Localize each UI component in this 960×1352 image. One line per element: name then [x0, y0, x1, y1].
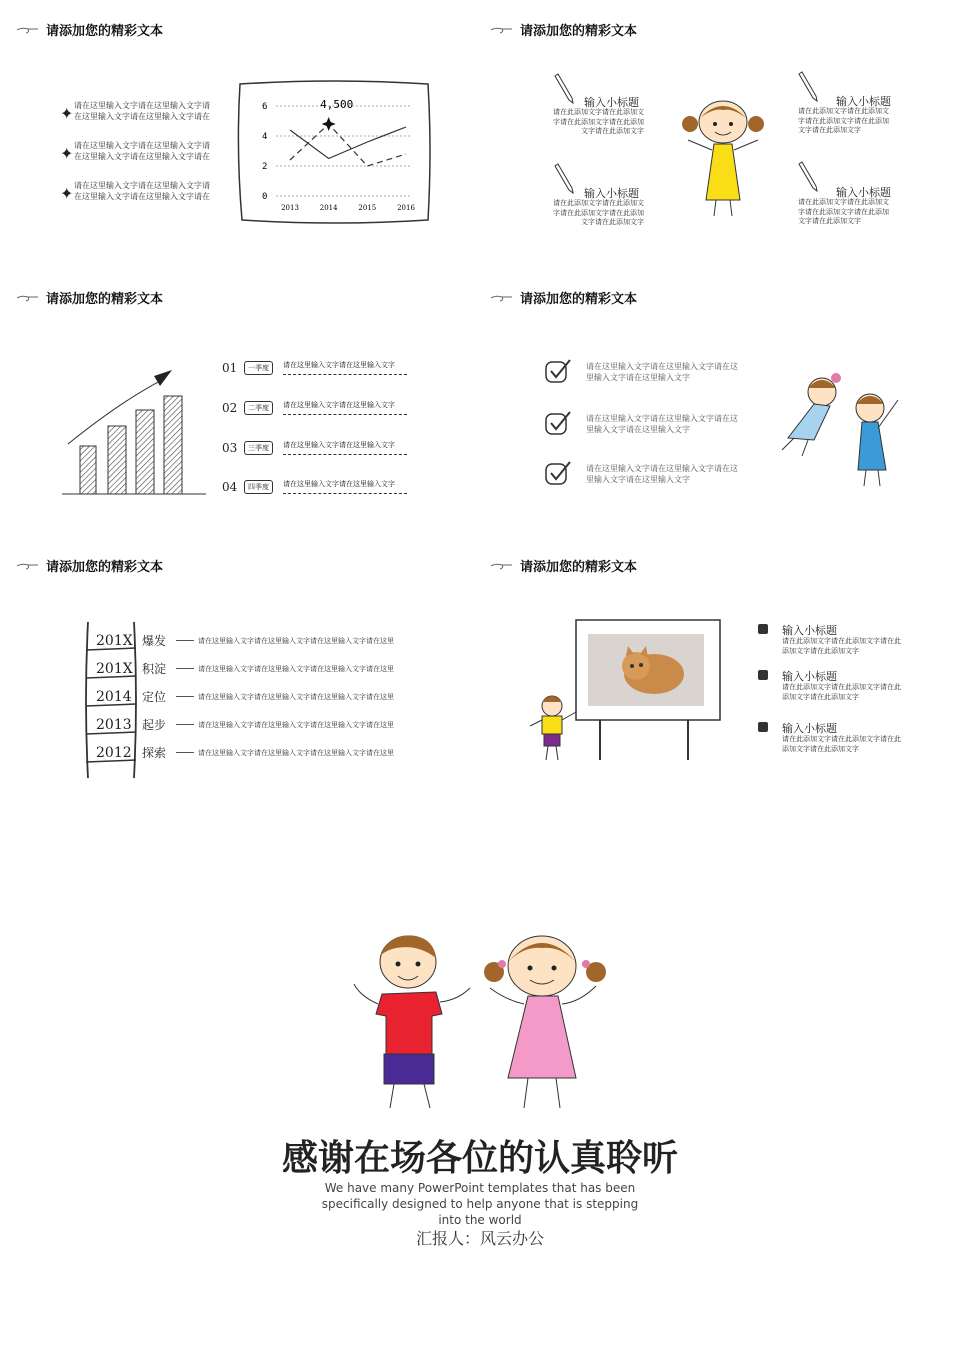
chart-x-tick-label: 2015: [358, 204, 377, 212]
chart-y-tick-label: 4: [262, 132, 268, 142]
timeline-label: 探索: [142, 746, 167, 760]
quarter-number: 04: [222, 479, 238, 494]
boy-and-girl-illustration: [346, 930, 616, 1114]
chart-y-tick-label: 0: [262, 192, 268, 202]
star-bullet-icon: ✦: [60, 104, 74, 123]
checklist-text: 请在这里输入文字请在这里输入文字请在这里输入文字请在这里输入文字: [586, 362, 738, 382]
checkmark-icon: [544, 410, 572, 438]
chart-x-tick-label: 2013: [281, 204, 299, 212]
slide4-header: [490, 288, 637, 307]
timeline-text: 请在这里输入文字请在这里输入文字请在这里输入文字请在这里: [198, 636, 394, 645]
slide2-item-title: 输入小标题: [584, 96, 639, 109]
billboard-with-kitten-illustration: [528, 616, 724, 764]
slide1-bullet: 请在这里输入文字请在这里输入文字请在这里输入文字请在这里输入文字请在: [74, 181, 210, 201]
pointing-hand-icon: [490, 561, 514, 571]
slide6-header: [490, 556, 637, 575]
star-bullet-icon: ✦: [60, 144, 74, 163]
slide2-header-text: 请添加您的精彩文本: [520, 24, 638, 39]
timeline-dash: [176, 668, 194, 669]
star-bullet-icon: ✦: [60, 184, 74, 203]
slide2-item-text: 请在此添加文字请在此添加文字请在此添加文字请在此添加文字请在此添加文字: [553, 199, 644, 226]
quarter-number: 03: [222, 440, 238, 455]
quarter-row: [222, 440, 407, 455]
reporter-line: 汇报人：风云办公: [415, 1229, 544, 1248]
quarter-text: 请在这里输入文字请在这里输入文字: [283, 440, 407, 455]
timeline-year: 201X: [96, 660, 133, 677]
slide1-header-text: 请添加您的精彩文本: [46, 24, 164, 39]
slide3-header: [16, 288, 163, 307]
slide1-header: [16, 20, 163, 39]
square-bullet-icon: [758, 670, 768, 680]
slide3-header-text: 请添加您的精彩文本: [46, 292, 164, 307]
quarter-row: [222, 479, 407, 494]
slide5-header-text: 请添加您的精彩文本: [46, 560, 164, 575]
timeline-dash: [176, 640, 194, 641]
two-girls-illustration: [774, 370, 904, 490]
closing-subtitle: We have many PowerPoint templates that has been specifically designed to help anyone that is stepping into the world: [321, 1181, 639, 1227]
pencil-icon: [554, 72, 576, 104]
chart-series-line: [290, 124, 406, 166]
square-bullet-icon: [758, 722, 768, 732]
quarter-text: 请在这里输入文字请在这里输入文字: [283, 400, 407, 415]
slide2-header: [490, 20, 637, 39]
quarter-label: 三季度: [244, 441, 273, 455]
slide4-header-text: 请添加您的精彩文本: [520, 292, 638, 307]
slide1-bullet: 请在这里输入文字请在这里输入文字请在这里输入文字请在这里输入文字请在: [74, 101, 210, 121]
slide6-item-title: 输入小标题: [782, 722, 837, 735]
checklist-text: 请在这里输入文字请在这里输入文字请在这里输入文字请在这里输入文字: [586, 414, 738, 434]
line-chart: [236, 80, 432, 226]
slide6-header-text: 请添加您的精彩文本: [520, 560, 638, 575]
quarter-number: 01: [222, 360, 238, 375]
timeline-label: 定位: [142, 690, 167, 704]
timeline-label: 爆发: [142, 634, 167, 648]
quarter-label: 一季度: [244, 361, 273, 375]
timeline-text: 请在这里输入文字请在这里输入文字请在这里输入文字请在这里: [198, 720, 394, 729]
checkmark-icon: [544, 460, 572, 488]
square-bullet-icon: [758, 624, 768, 634]
chart-y-tick-label: 2: [262, 162, 268, 172]
slide6-item-title: 输入小标题: [782, 670, 837, 683]
slide2-item-text: 请在此添加文字请在此添加文字请在此添加文字请在此添加文字请在此添加文字: [798, 198, 889, 225]
chart-y-tick-label: 6: [262, 102, 268, 112]
timeline-row: [96, 632, 394, 649]
slide2-item-text: 请在此添加文字请在此添加文字请在此添加文字请在此添加文字请在此添加文字: [798, 107, 889, 134]
checklist-item: [544, 410, 738, 438]
pointing-hand-icon: [16, 561, 40, 571]
timeline-text: 请在这里输入文字请在这里输入文字请在这里输入文字请在这里: [198, 692, 394, 701]
quarter-row: [222, 400, 407, 415]
checkmark-icon: [544, 358, 572, 386]
slide1-bullet: 请在这里输入文字请在这里输入文字请在这里输入文字请在这里输入文字请在: [74, 141, 210, 161]
quarter-text: 请在这里输入文字请在这里输入文字: [283, 479, 407, 494]
checklist-item: [544, 460, 738, 488]
pointing-hand-icon: [490, 293, 514, 303]
timeline-dash: [176, 724, 194, 725]
timeline-row: [96, 744, 394, 761]
growth-bar-sketch: [60, 362, 210, 498]
slide5-header: [16, 556, 163, 575]
pencil-icon: [798, 70, 820, 102]
quarter-label: 四季度: [244, 480, 273, 494]
timeline-text: 请在这里输入文字请在这里输入文字请在这里输入文字请在这里: [198, 664, 394, 673]
slide6-item-title: 输入小标题: [782, 624, 837, 637]
timeline-year: 2012: [96, 744, 132, 761]
timeline-dash: [176, 696, 194, 697]
pointing-hand-icon: [490, 25, 514, 35]
quarter-text: 请在这里输入文字请在这里输入文字: [283, 360, 407, 375]
checklist-text: 请在这里输入文字请在这里输入文字请在这里输入文字请在这里输入文字: [586, 464, 738, 484]
pointing-hand-icon: [16, 25, 40, 35]
slide2-item-title: 输入小标题: [584, 187, 639, 200]
pointing-hand-icon: [16, 293, 40, 303]
chart-annotation-label: 4,500: [320, 98, 354, 111]
timeline-dash: [176, 752, 194, 753]
slide6-item-text: 请在此添加文字请在此添加文字请在此添加文字请在此添加文字: [782, 683, 901, 701]
timeline-label: 积淀: [142, 662, 167, 676]
timeline-row: [96, 660, 394, 677]
slide2-item-title: 输入小标题: [836, 186, 891, 199]
slide6-item-text: 请在此添加文字请在此添加文字请在此添加文字请在此添加文字: [782, 735, 901, 753]
chart-x-tick-label: 2014: [319, 204, 338, 212]
timeline-label: 起步: [142, 718, 167, 732]
quarter-row: [222, 360, 407, 375]
closing-title: 感谢在场各位的认真聆听: [281, 1137, 678, 1179]
checklist-item: [544, 358, 738, 386]
chart-series-line: [290, 127, 406, 159]
chart-x-tick-label: 2016: [397, 204, 415, 212]
timeline-year: 2013: [96, 716, 132, 733]
slide2-item-title: 输入小标题: [836, 95, 891, 108]
timeline-row: [96, 688, 394, 705]
timeline-row: [96, 716, 394, 733]
slide2-item-text: 请在此添加文字请在此添加文字请在此添加文字请在此添加文字请在此添加文字: [553, 108, 644, 135]
slide6-item-text: 请在此添加文字请在此添加文字请在此添加文字请在此添加文字: [782, 637, 901, 655]
quarter-number: 02: [222, 400, 238, 415]
pencil-icon: [798, 160, 820, 192]
timeline-year: 201X: [96, 632, 133, 649]
timeline-year: 2014: [96, 688, 132, 705]
girl-yellow-dress-illustration: [678, 100, 768, 220]
timeline-text: 请在这里输入文字请在这里输入文字请在这里输入文字请在这里: [198, 748, 394, 757]
quarter-label: 二季度: [244, 401, 273, 415]
pencil-icon: [554, 162, 576, 194]
